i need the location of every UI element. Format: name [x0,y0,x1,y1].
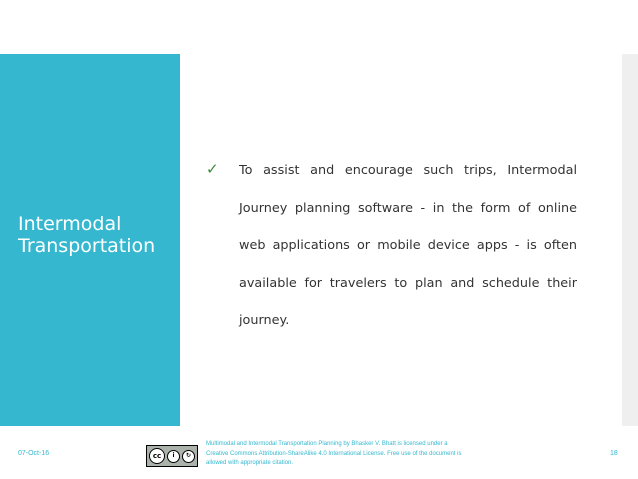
bullet-text: To assist and encourage such trips, Intermodal Journey planning software - in the form of online web applications or mobile device apps - is often available for travelers to plan and schedule their journey. [239,163,577,328]
cc-logo-icon: cc [149,448,165,464]
page-number: 18 [610,450,618,457]
attribution-icon: i [167,450,180,463]
right-edge-strip [622,54,638,426]
slide-title [18,213,178,257]
creative-commons-by-sa-icon [146,445,198,467]
license-line-2: Creative Commons Attribution-ShareAlike 4.0 International License. Free use of the document is [206,450,462,457]
footer-date: 07-Oct-16 [18,450,50,457]
license-line-1: Multimodal and Intermodal Transportation Planning by Bhasker V. Bhatt is licensed under a [206,441,448,447]
checkmark-icon: ✓ [206,160,219,178]
license-line-3: allowed with appropriate citation. [206,460,294,466]
license-notice [206,440,506,469]
slide-title-line-2: Transportation [18,235,156,257]
slide-title-line-1: Intermodal [18,213,122,235]
share-alike-icon: ↻ [182,450,195,463]
